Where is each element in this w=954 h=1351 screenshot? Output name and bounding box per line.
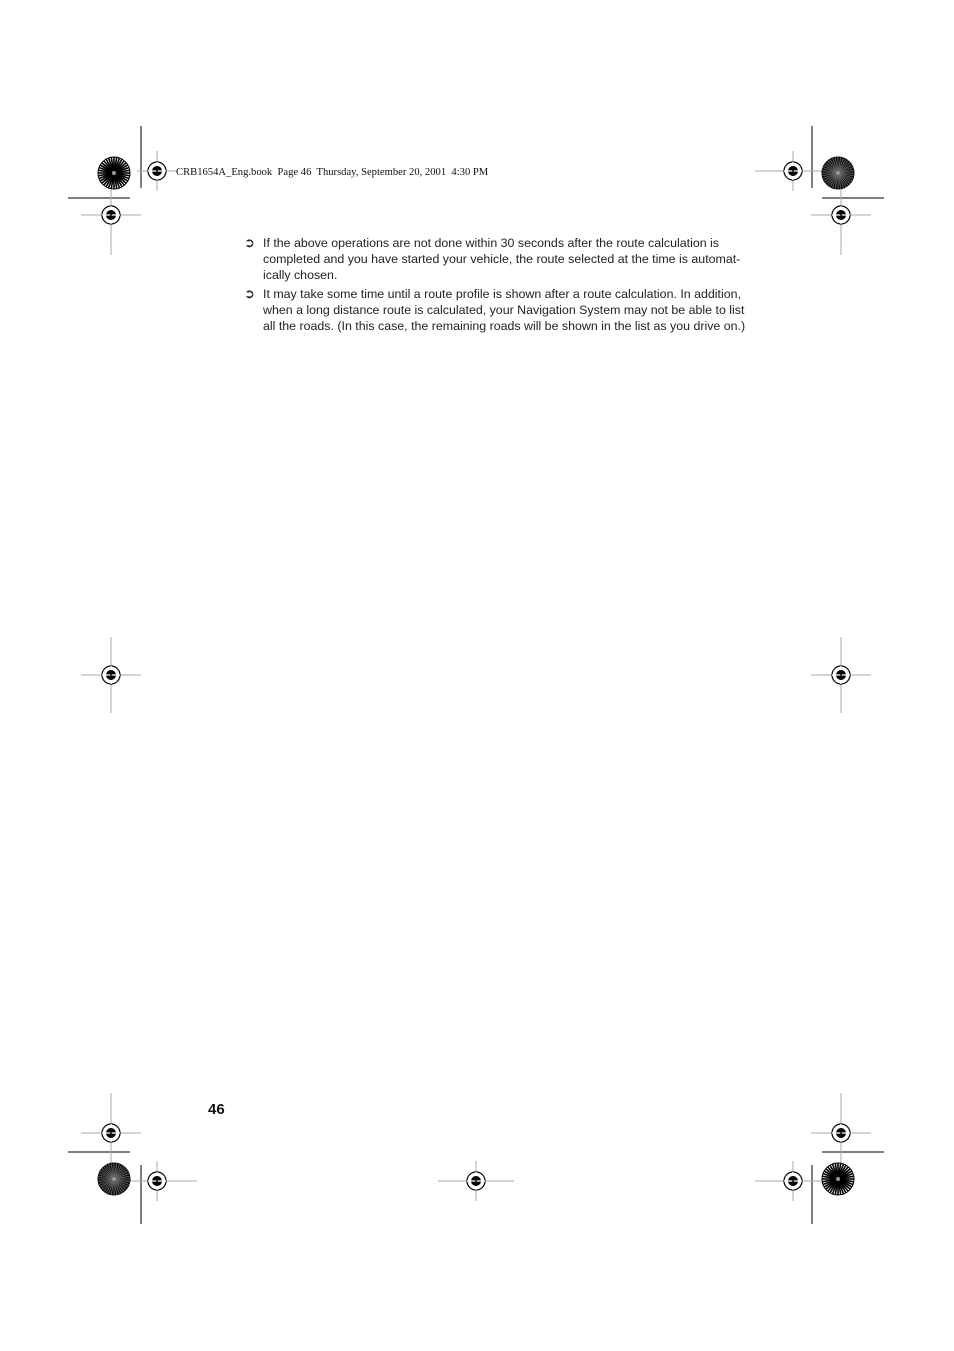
star-target-center (836, 1177, 840, 1181)
star-target-center (836, 171, 840, 175)
note-line: all the roads. (In this case, the remaining roads will be shown in the list as you drive on.) (263, 319, 746, 334)
star-target-center (112, 171, 116, 175)
note-arrow-icon: ➲ (244, 286, 255, 301)
note-line: ically chosen. (263, 268, 338, 283)
page-number: 46 (208, 1101, 225, 1118)
note-line: If the above operations are not done within 30 seconds after the route calculation is (263, 236, 719, 250)
note-line: when a long distance route is calculated, your Navigation System may not be able to list (263, 303, 745, 318)
note-arrow-icon: ➲ (244, 235, 255, 250)
note-line: It may take some time until a route profile is shown after a route calculation. In addition, (263, 287, 741, 301)
print-header: CRB1654A_Eng.book Page 46 Thursday, September 20, 2001 4:30 PM (176, 167, 489, 178)
star-target-center (112, 1177, 116, 1181)
note-line: completed and you have started your vehicle, the route selected at the time is automat- (263, 252, 741, 267)
